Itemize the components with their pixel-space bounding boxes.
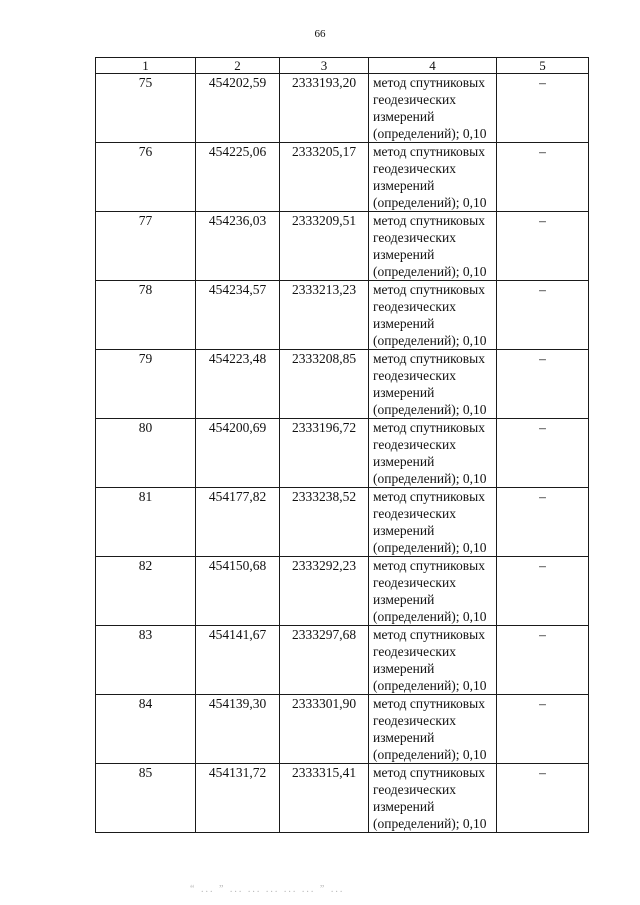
method-accuracy: метод спутниковых геодезических измерений (определений); 0,10 <box>369 281 497 350</box>
table-row <box>96 74 589 143</box>
coordinate-x: 454139,30 <box>196 695 280 764</box>
column-header: 5 <box>497 58 589 74</box>
method-accuracy: метод спутниковых геодезических измерений (определений); 0,10 <box>369 419 497 488</box>
coordinate-y: 2333315,41 <box>280 764 369 833</box>
point-number: 77 <box>96 212 196 281</box>
point-number: 84 <box>96 695 196 764</box>
note-cell: – <box>497 143 589 212</box>
coordinate-x: 454131,72 <box>196 764 280 833</box>
table-row <box>96 419 589 488</box>
coordinate-x: 454202,59 <box>196 74 280 143</box>
coordinate-y: 2333205,17 <box>280 143 369 212</box>
coordinate-y: 2333292,23 <box>280 557 369 626</box>
coordinate-y: 2333196,72 <box>280 419 369 488</box>
method-accuracy: метод спутниковых геодезических измерений (определений); 0,10 <box>369 212 497 281</box>
note-cell: – <box>497 74 589 143</box>
column-header: 4 <box>369 58 497 74</box>
method-accuracy: метод спутниковых геодезических измерений (определений); 0,10 <box>369 695 497 764</box>
method-accuracy: метод спутниковых геодезических измерений (определений); 0,10 <box>369 557 497 626</box>
table-row <box>96 143 589 212</box>
coordinate-x: 454150,68 <box>196 557 280 626</box>
method-accuracy: метод спутниковых геодезических измерений (определений); 0,10 <box>369 350 497 419</box>
point-number: 75 <box>96 74 196 143</box>
coordinate-x: 454200,69 <box>196 419 280 488</box>
faded-footer-text: “ ... ” ... ... ... ... ... ” ... <box>190 884 345 895</box>
coordinate-y: 2333193,20 <box>280 74 369 143</box>
table-header-row <box>96 58 589 74</box>
method-accuracy: метод спутниковых геодезических измерений (определений); 0,10 <box>369 488 497 557</box>
note-cell: – <box>497 488 589 557</box>
coordinate-y: 2333297,68 <box>280 626 369 695</box>
coordinate-x: 454141,67 <box>196 626 280 695</box>
coordinate-y: 2333238,52 <box>280 488 369 557</box>
point-number: 85 <box>96 764 196 833</box>
point-number: 83 <box>96 626 196 695</box>
table-row <box>96 281 589 350</box>
coordinate-y: 2333213,23 <box>280 281 369 350</box>
page-number: 66 <box>314 28 326 40</box>
note-cell: – <box>497 419 589 488</box>
note-cell: – <box>497 350 589 419</box>
note-cell: – <box>497 212 589 281</box>
coordinate-x: 454177,82 <box>196 488 280 557</box>
table-row <box>96 626 589 695</box>
point-number: 76 <box>96 143 196 212</box>
note-cell: – <box>497 764 589 833</box>
point-number: 79 <box>96 350 196 419</box>
point-number: 80 <box>96 419 196 488</box>
point-number: 82 <box>96 557 196 626</box>
column-header: 1 <box>96 58 196 74</box>
table-row <box>96 488 589 557</box>
method-accuracy: метод спутниковых геодезических измерений (определений); 0,10 <box>369 143 497 212</box>
coordinate-x: 454223,48 <box>196 350 280 419</box>
table-row <box>96 557 589 626</box>
point-number: 81 <box>96 488 196 557</box>
table-row <box>96 350 589 419</box>
method-accuracy: метод спутниковых геодезических измерений (определений); 0,10 <box>369 626 497 695</box>
table-row <box>96 764 589 833</box>
coordinate-y: 2333301,90 <box>280 695 369 764</box>
table-row <box>96 695 589 764</box>
point-number: 78 <box>96 281 196 350</box>
coordinates-table <box>95 57 589 833</box>
column-header: 2 <box>196 58 280 74</box>
note-cell: – <box>497 557 589 626</box>
note-cell: – <box>497 626 589 695</box>
note-cell: – <box>497 695 589 764</box>
method-accuracy: метод спутниковых геодезических измерений (определений); 0,10 <box>369 764 497 833</box>
coordinate-y: 2333208,85 <box>280 350 369 419</box>
column-header: 3 <box>280 58 369 74</box>
table-row <box>96 212 589 281</box>
method-accuracy: метод спутниковых геодезических измерений (определений); 0,10 <box>369 74 497 143</box>
coordinate-x: 454236,03 <box>196 212 280 281</box>
note-cell: – <box>497 281 589 350</box>
coordinate-x: 454234,57 <box>196 281 280 350</box>
coordinate-y: 2333209,51 <box>280 212 369 281</box>
coordinate-x: 454225,06 <box>196 143 280 212</box>
